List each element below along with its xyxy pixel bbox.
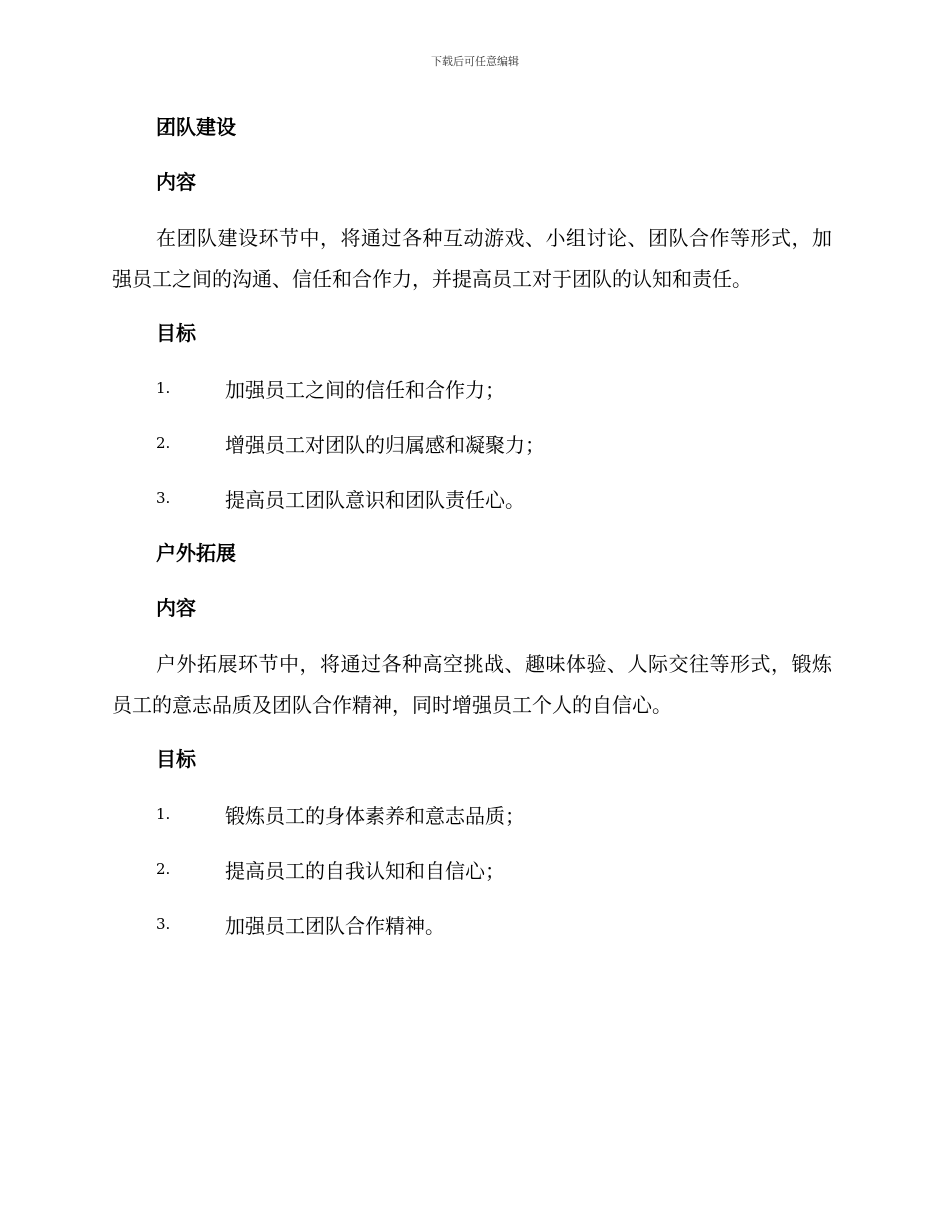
goals-heading: 目标 <box>156 747 196 771</box>
list-text: 增强员工对团队的归属感和凝聚力； <box>225 432 545 457</box>
section-title-outdoor-expansion: 户外拓展 <box>156 541 236 565</box>
list-text: 提高员工团队意识和团队责任心。 <box>225 487 525 512</box>
goal-list-item <box>112 479 837 517</box>
list-text: 提高员工的自我认知和自信心； <box>225 858 505 883</box>
list-text: 锻炼员工的身体素养和意志品质； <box>225 803 525 828</box>
goal-list-item <box>112 795 837 833</box>
list-text: 加强员工之间的信任和合作力； <box>225 377 505 402</box>
list-number: 2. <box>156 860 171 878</box>
list-number: 1. <box>156 379 171 397</box>
list-number: 3. <box>156 915 171 933</box>
content-paragraph: 在团队建设环节中，将通过各种互动游戏、小组讨论、团队合作等形式，加强员工之间的沟通、信任和合作力，并提高员工对于团队的认知和责任。 <box>112 226 832 291</box>
list-text: 加强员工团队合作精神。 <box>225 913 445 938</box>
content-heading: 内容 <box>156 170 196 194</box>
section-title-team-building: 团队建设 <box>156 115 236 139</box>
goal-list-item <box>112 850 837 888</box>
page-header-note: 下载后可任意编辑 <box>431 55 519 68</box>
content-heading: 内容 <box>156 596 196 620</box>
list-number: 2. <box>156 434 171 452</box>
goal-list-item <box>112 424 837 462</box>
document-body <box>112 108 837 960</box>
goal-list-item <box>112 905 837 943</box>
goal-list-item <box>112 369 837 407</box>
goals-heading: 目标 <box>156 321 196 345</box>
list-number: 1. <box>156 805 171 823</box>
list-number: 3. <box>156 489 171 507</box>
content-paragraph: 户外拓展环节中，将通过各种高空挑战、趣味体验、人际交往等形式，锻炼员工的意志品质及团队合作精神，同时增强员工个人的自信心。 <box>112 652 832 717</box>
